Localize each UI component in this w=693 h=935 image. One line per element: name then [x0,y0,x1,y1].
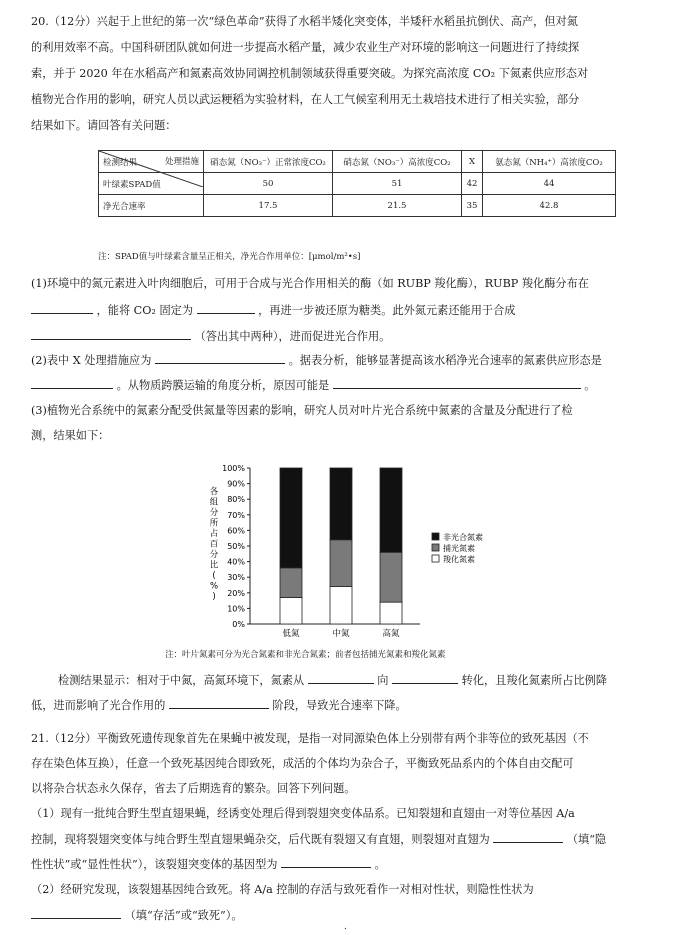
answer-blank[interactable] [197,302,255,314]
y-tick-label: 30% [227,573,245,583]
q20-1-line [31,328,665,344]
y-axis-label: 分 [209,508,219,518]
x-category-label: 高氮 [382,629,400,639]
table-corner-top: 处理措施 [164,157,199,167]
answer-blank[interactable] [281,856,371,868]
bar-segment [280,568,302,598]
y-axis-label: 组 [209,497,219,508]
table-cell: 51 [333,173,462,195]
legend-swatch [432,555,439,562]
legend-swatch [432,544,439,551]
q20-1-text: ，再进一步被还原为糖类。此外氮元素还能用于合成 [258,304,516,317]
answer-blank[interactable] [392,672,458,684]
q20-1-text: ，能将 CO₂ 固定为 [96,304,194,317]
q21-1-text: （填“隐 [566,833,607,846]
row-label: 叶绿素SPAD值 [99,173,204,195]
q21-intro-line: 21.（12分）平衡致死遗传现象首先在果蝇中被发现，是指一对同源染色体上分别带有两个非等位的致死基因（不 [31,732,589,745]
table-header: 硝态氮（NO₃⁻）高浓度CO₂ [333,151,462,173]
table-corner-bottom: 检测结果 [103,158,138,168]
table-header: 硝态氮（NO₃⁻）正常浓度CO₂ [204,151,333,173]
q21-2-line: （2）经研究发现，该裂翅基因纯合致死。将 A/a 控制的存活与致死看作一对相对性状，则隐性性状为 [31,883,534,896]
table-cell: 21.5 [333,195,462,217]
page-mark: . [344,922,347,932]
y-axis-label: % [209,581,219,592]
answer-blank[interactable] [493,831,563,843]
y-tick-label: 40% [227,557,245,567]
q20-2-text: (2)表中 X 处理措施应为 [31,354,152,367]
q20-intro-line: 的利用效率不高。中国科研团队就如何进一步提高水稻产量，减少农业生产对环境的影响这一问题进行了持续探 [31,41,580,54]
q20-intro-line: 20.（12分）兴起于上世纪的第一次“绿色革命”获得了水稻半矮化突变体，半矮秆水稻虽抗倒伏、高产，但对氮 [31,15,578,28]
answer-blank[interactable] [308,672,374,684]
q21-1-text: 性性状”或“显性性状”），该裂翅突变体的基因型为 [31,858,278,871]
q20-3-line: (3)植物光合系统中的氮素分配受供氮量等因素的影响，研究人员对叶片光合系统中氮素的含量及分配进行了检 [31,404,573,417]
q20-2-line [31,377,665,393]
x-category-label: 中氮 [332,629,350,639]
y-axis-label: ) [212,592,216,602]
q20-1-line [31,302,665,318]
y-axis-label: 百 [209,539,219,550]
result-text: 转化，且羧化氮素所占比例降 [461,674,608,687]
q21-intro-line: 存在染色体互换），任意一个致死基因纯合即致死，成活的个体均为杂合子，平衡致死品系内的个体自由交配可 [31,757,574,770]
answer-blank[interactable] [31,907,121,919]
chart-note: 注：叶片氮素可分为光合氮素和非光合氮素；前者包括捕光氮素和羧化氮素 [165,650,446,660]
legend-label: 羧化氮素 [443,555,475,564]
q21-1-line [31,831,665,847]
y-tick-label: 60% [227,526,245,536]
q20-2-text: 。 [584,379,596,392]
y-axis-label: 所 [209,518,219,529]
q21-1-text: 。 [374,858,386,871]
table-note: 注：SPAD值与叶绿素含量呈正相关，净光合作用单位：[μmol/m²•s] [98,252,361,262]
bar-segment [330,540,352,587]
answer-blank[interactable] [155,352,285,364]
y-tick-label: 80% [227,495,245,505]
y-axis-label: 比 [209,560,219,571]
legend-label: 非光合氮素 [443,533,483,542]
y-axis-label: 分 [209,550,219,560]
q20-2-text: 。从物质跨膜运输的角度分析，原因可能是 [116,379,330,392]
table-cell: 50 [204,173,333,195]
table-corner-cell [99,151,204,173]
table-cell: 44 [483,173,616,195]
q20-3-line: 测，结果如下： [31,429,110,442]
answer-blank[interactable] [31,302,93,314]
q20-intro-line: 植物光合作用的影响，研究人员以武运粳稻为实验材料，在人工气候室利用无土栽培技术进行了相关实验，部分 [31,93,580,106]
y-tick-label: 0% [232,620,245,629]
table-cell: 17.5 [204,195,333,217]
q21-intro-line: 以将杂合状态永久保存，省去了后期选育的繁杂。回答下列问题。 [31,782,356,795]
q21-1-line [31,856,665,872]
result-line [58,672,665,688]
table-header: 氨态氮（NH₄⁺）高浓度CO₂ [483,151,616,173]
q20-intro-line: 结果如下。请回答有关问题： [31,119,177,132]
result-text: 向 [377,674,389,687]
q21-1-text: 控制，现将裂翅突变体与纯合野生型直翅果蝇杂交，后代既有裂翅又有直翅，则裂翅对直翅为 [31,833,490,846]
y-tick-label: 100% [222,464,245,473]
table-cell: 42.8 [483,195,616,217]
y-axis-label: 各 [209,487,219,497]
bar-segment [280,597,302,624]
y-axis-label: 占 [209,529,219,539]
experiment-table [98,150,616,217]
table-cell: 42 [462,173,483,195]
legend-swatch [432,533,439,540]
y-tick-label: 50% [227,542,245,551]
bar-segment [380,552,402,602]
answer-blank[interactable] [31,377,113,389]
bar-segment [380,602,402,624]
table-cell: 35 [462,195,483,217]
table-header: X [462,151,483,173]
q20-intro-line: 索，并于 2020 年在水稻高产和氮素高效协同调控机制领域获得重要突破。为探究高浓度 CO₂ 下氮素供应形态对 [31,67,589,80]
y-tick-label: 70% [227,510,245,520]
answer-blank[interactable] [31,328,191,340]
q20-1-line: (1)环境中的氮元素进入叶肉细胞后，可用于合成与光合作用相关的酶（如 RUBP 羧化酶），RUBP 羧化酶分布在 [31,277,589,290]
bar-segment [280,468,302,568]
q21-2-text: （填“存活”或“致死”）。 [124,909,243,922]
y-axis-label: ( [212,571,216,581]
bar-segment [380,468,402,552]
answer-blank[interactable] [333,377,581,389]
q20-2-text: 。据表分析，能够显著提高该水稻净光合速率的氮素供应形态是 [288,354,602,367]
y-tick-label: 90% [227,479,245,489]
bar-segment [330,468,352,540]
nitrogen-allocation-chart [200,452,530,642]
y-tick-label: 10% [227,604,245,614]
legend-label: 捕光氮素 [443,544,475,553]
result-text: 阶段，导致光合速率下降。 [272,699,407,712]
q21-1-line: （1）现有一批纯合野生型直翅果蝇，经诱变处理后得到裂翅突变体品系。已知裂翅和直翅由一对等位基因 A/a [31,807,575,820]
q20-1-text: （答出其中两种），进而促进光合作用。 [194,330,391,343]
bar-segment [330,587,352,624]
result-text: 低，进而影响了光合作用的 [31,699,166,712]
q20-2-line [31,352,665,368]
answer-blank[interactable] [169,697,269,709]
result-text: 检测结果显示：相对于中氮，高氮环境下，氮素从 [58,674,305,687]
result-line [31,697,665,713]
y-tick-label: 20% [227,588,245,598]
table-row [99,195,616,217]
x-category-label: 低氮 [282,629,300,639]
row-label: 净光合速率 [99,195,204,217]
q21-2-line [31,907,665,923]
